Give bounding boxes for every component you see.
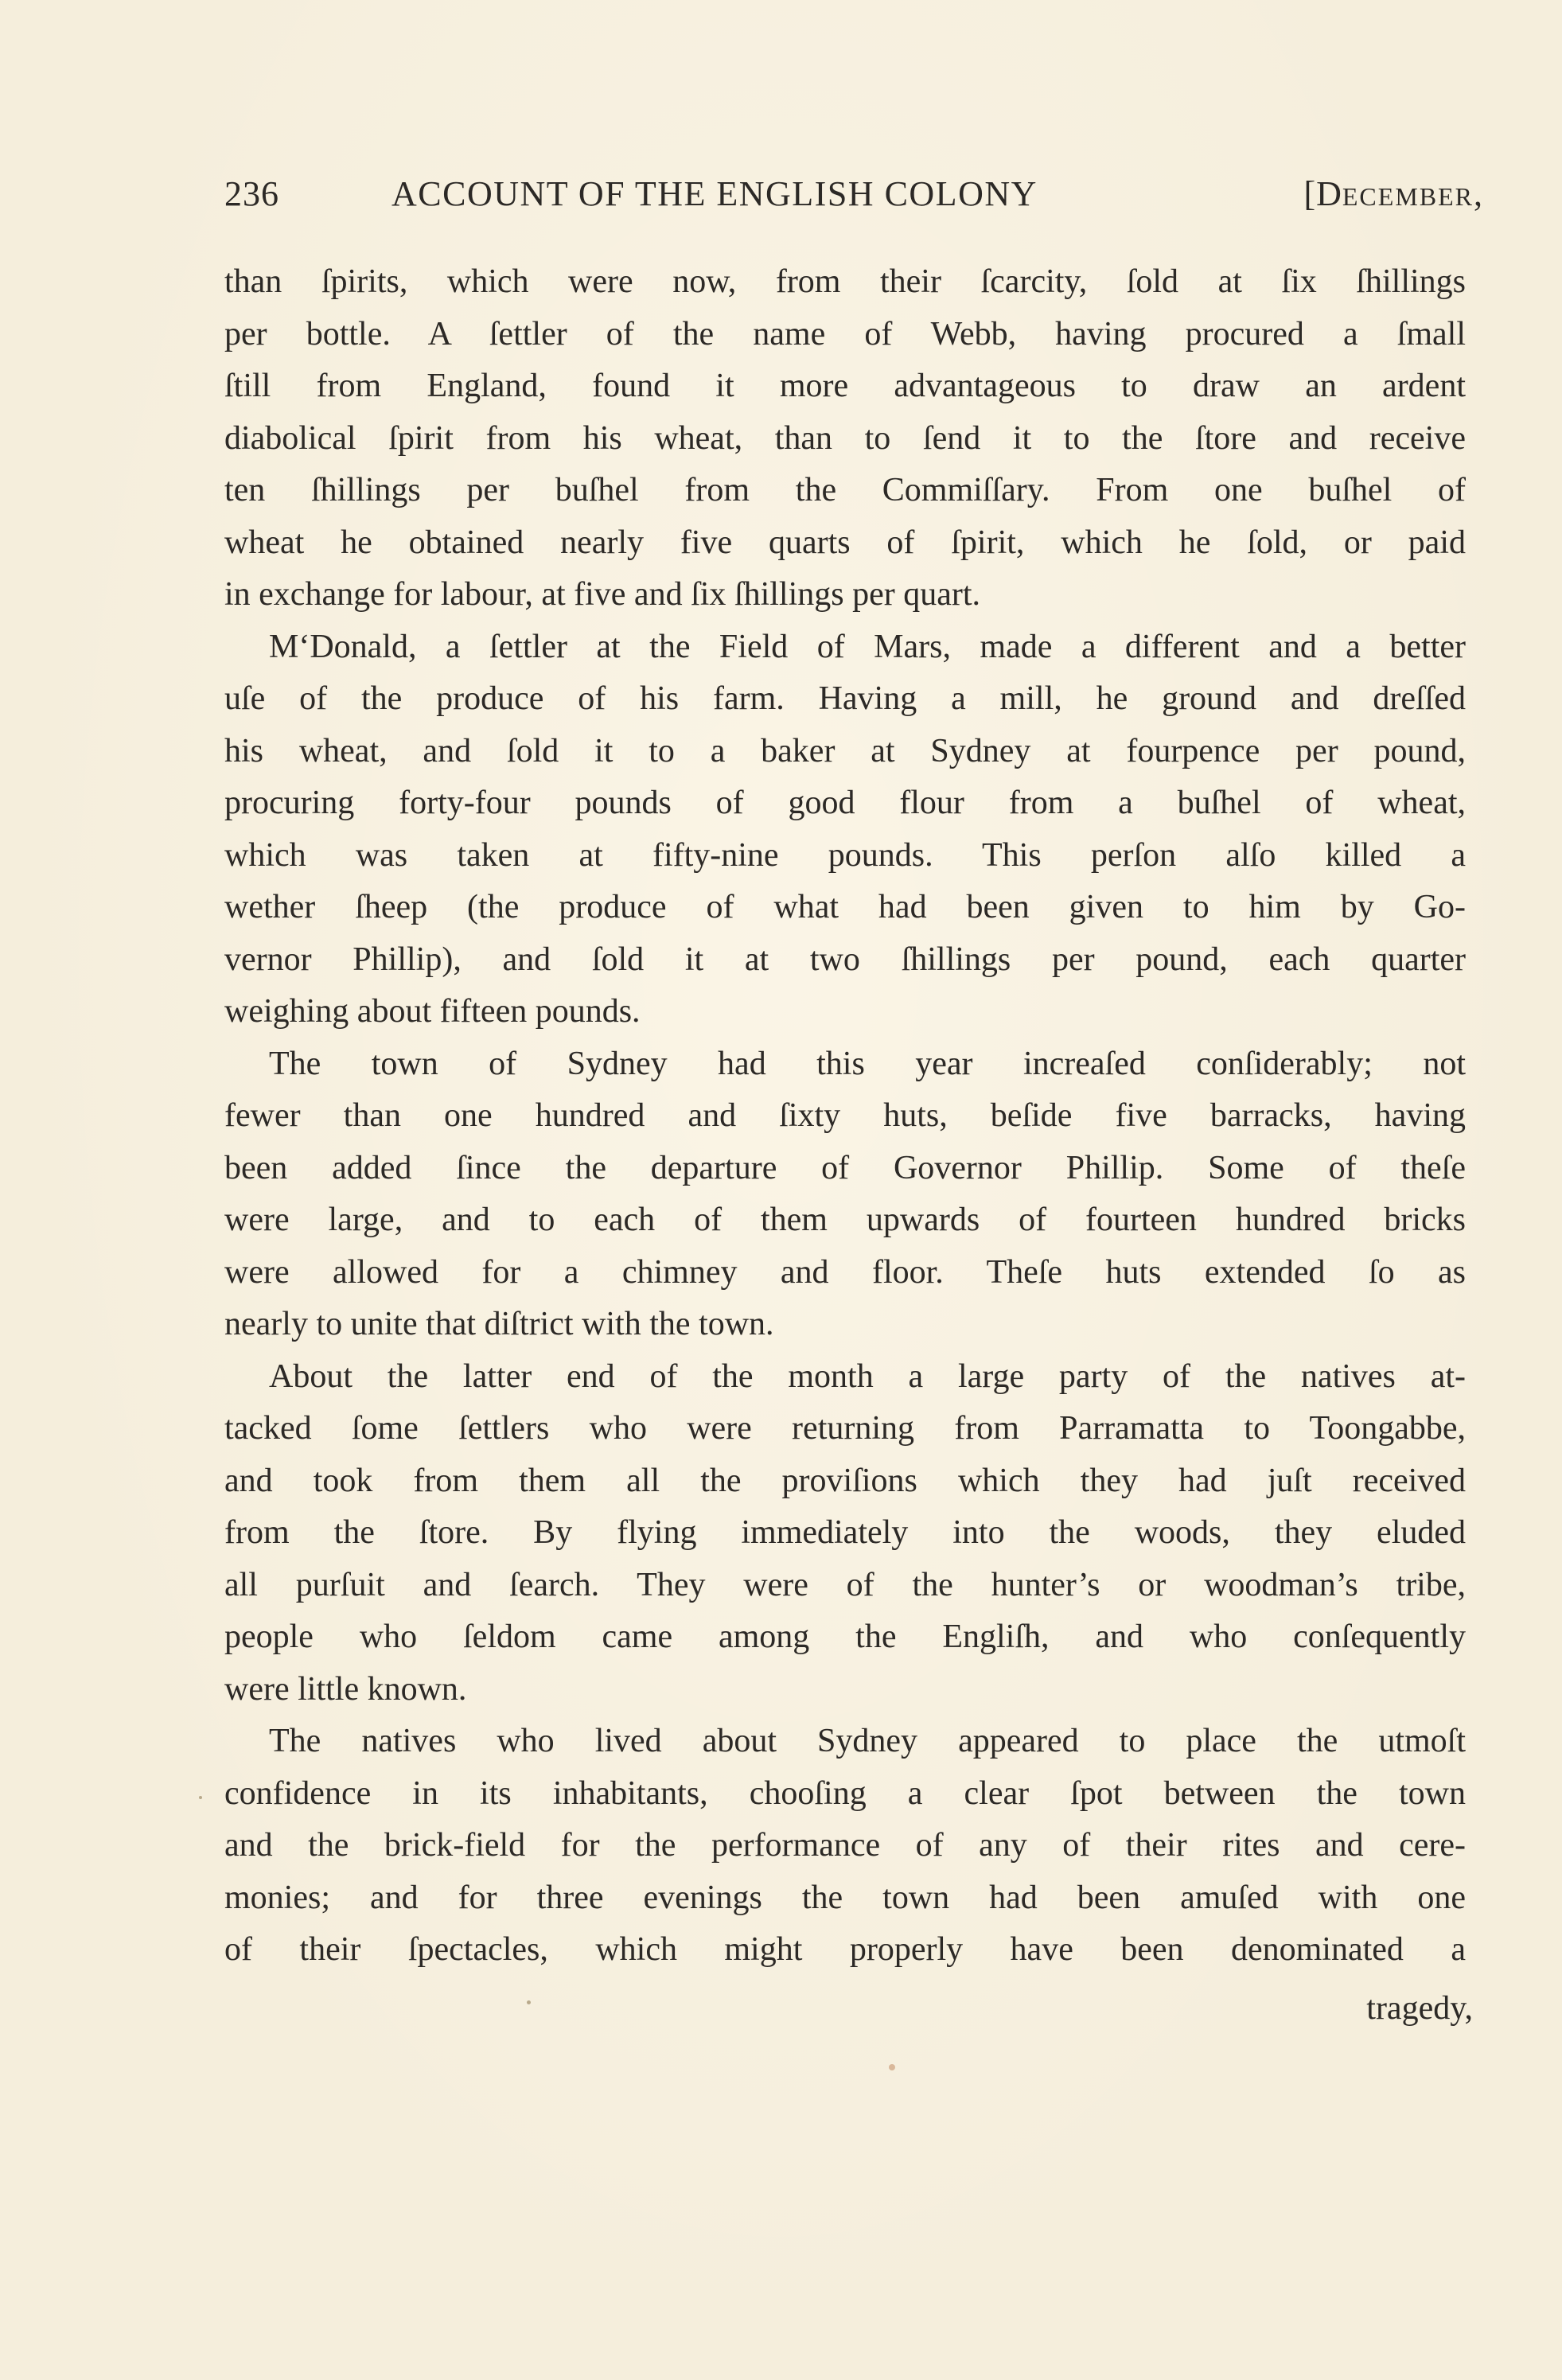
text-line: monies; and for three evenings the town had been amuſed with one (224, 1879, 1466, 1916)
text-line: were large, and to each of them upwards of fourteen hundred bricks (224, 1202, 1466, 1238)
page-number: 236 (224, 174, 279, 213)
text-line: been added ſince the departure of Governor Phillip. Some of theſe (224, 1149, 1466, 1186)
text-line: wether ſheep (the produce of what had been given to him by Go- (224, 889, 1466, 925)
paper-speck (527, 2000, 531, 2004)
text-line: The natives who lived about Sydney appeared to place the utmoſt (269, 1723, 1466, 1759)
text-line: vernor Phillip), and ſold it at two ſhillings per pound, each quarter (224, 941, 1466, 978)
text-line: and the brick-field for the performance of any of their rites and cere- (224, 1827, 1466, 1864)
text-line: ten ſhillings per buſhel from the Commiſſary. From one buſhel of (224, 472, 1466, 508)
text-line: were allowed for a chimney and floor. Theſe huts extended ſo as (224, 1253, 1466, 1291)
text-line: wheat he obtained nearly five quarts of ſpirit, which he ſold, or paid (224, 524, 1466, 561)
paper-speck (889, 2064, 895, 2070)
text-line: ſtill from England, found it more advantageous to draw an ardent (224, 368, 1466, 404)
running-date-comma: , (1474, 174, 1483, 213)
text-line: uſe of the produce of his farm. Having a mill, he ground and dreſſed (224, 680, 1466, 717)
catchword: tragedy, (1366, 1990, 1473, 2027)
text-line: than ſpirits, which were now, from their ſcarcity, ſold at ſix ſhillings (224, 263, 1466, 300)
text-line: About the latter end of the month a large party of the natives at- (269, 1357, 1466, 1395)
text-line: which was taken at fifty-nine pounds. This perſon alſo killed a (224, 836, 1466, 874)
running-date-smallcaps: ECEMBER (1342, 182, 1474, 211)
text-line: M‘Donald, a ſettler at the Field of Mars, made a different and a better (269, 628, 1466, 665)
text-line: procuring forty-four pounds of good flour from a buſhel of wheat, (224, 785, 1466, 821)
text-line: The town of Sydney had this year increaſed conſiderably; not (269, 1045, 1466, 1082)
running-title: ACCOUNT OF THE ENGLISH COLONY (391, 174, 1038, 213)
body-text (224, 256, 1466, 1977)
text-line: weighing about fifteen pounds. (224, 993, 641, 1030)
text-line: from the ſtore. By flying immediately into the woods, they eluded (224, 1514, 1466, 1551)
text-line: fewer than one hundred and ſixty huts, beſide five barracks, having (224, 1097, 1466, 1134)
text-line: diabolical ſpirit from his wheat, than to ſend it to the ſtore and receive (224, 419, 1466, 457)
running-date-bracket: [D (1303, 174, 1342, 213)
text-line: all purſuit and ſearch. They were of the hunter’s or woodman’s tribe, (224, 1566, 1466, 1603)
running-date (1303, 173, 1483, 214)
text-line: his wheat, and ſold it to a baker at Sydney at fourpence per pound, (224, 732, 1466, 769)
text-line: per bottle. A ſettler of the name of Webb, having procured a ſmall (224, 315, 1466, 353)
text-line: nearly to unite that diſtrict with the town. (224, 1306, 774, 1342)
paper-speck (199, 1796, 202, 1799)
text-line: in exchange for labour, at five and ſix ſhillings per quart. (224, 576, 981, 613)
running-header (224, 173, 1483, 221)
text-line: of their ſpectacles, which might properly have been denominated a (224, 1931, 1466, 1968)
text-line: confidence in its inhabitants, chooſing a clear ſpot between the town (224, 1774, 1466, 1812)
text-line: were little known. (224, 1670, 467, 1708)
text-line: tacked ſome ſettlers who were returning from Parramatta to Toongabbe, (224, 1410, 1466, 1447)
text-line: people who ſeldom came among the Engliſh, and who conſequently (224, 1618, 1466, 1655)
text-line: and took from them all the proviſions which they had juſt received (224, 1462, 1466, 1499)
